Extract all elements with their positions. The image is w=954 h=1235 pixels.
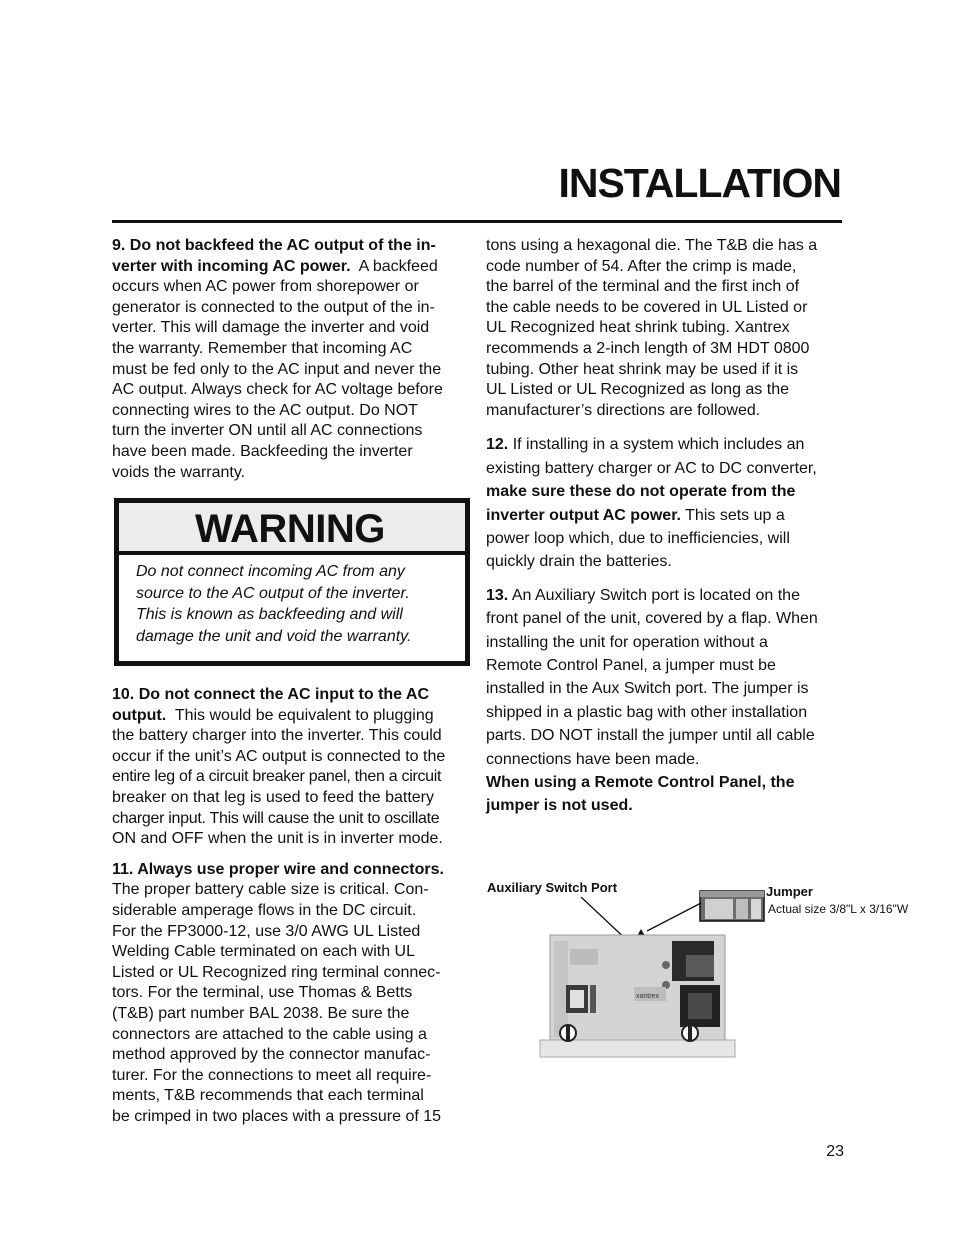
item-10-heading-line2: output. bbox=[112, 706, 167, 724]
warning-text bbox=[119, 555, 465, 647]
item-11-cont-text: UL Listed or UL Recognized as long as the bbox=[486, 381, 789, 399]
item-13-text: connections have been made. bbox=[486, 750, 700, 768]
item-13-text: installed in the Aux Switch port. The jumper is bbox=[486, 680, 809, 698]
item-12-bold: inverter output AC power. bbox=[486, 506, 681, 524]
jumper-image bbox=[700, 891, 764, 921]
warning-line: Do not connect incoming AC from any bbox=[136, 563, 405, 580]
item-13-text: parts. DO NOT install the jumper until all cable bbox=[486, 727, 815, 745]
item-11-text: For the FP3000-12, use 3/0 AWG UL Listed bbox=[112, 922, 421, 940]
warning-header bbox=[119, 503, 465, 555]
item-9-text: generator is connected to the output of the in- bbox=[112, 298, 435, 316]
item-11 bbox=[112, 860, 468, 1128]
item-12-number: 12. bbox=[486, 436, 509, 454]
item-12-text: This sets up a bbox=[685, 506, 785, 524]
item-11-text: ments, T&B recommends that each terminal bbox=[112, 1087, 424, 1105]
warning-line: This is known as backfeeding and will bbox=[136, 606, 403, 623]
item-10-heading-line1: 10. Do not connect the AC input to the AC bbox=[112, 686, 430, 703]
item-9-text: connecting wires to the AC output. Do NOT bbox=[112, 401, 418, 419]
item-10 bbox=[112, 685, 468, 850]
item-13-number: 13. bbox=[486, 586, 509, 604]
item-11-text: connectors are attached to the cable using a bbox=[112, 1025, 427, 1043]
jumper-label: Jumper bbox=[766, 884, 813, 899]
warning-line: source to the AC output of the inverter. bbox=[136, 584, 410, 602]
item-9 bbox=[112, 236, 468, 483]
header-rule bbox=[112, 220, 842, 223]
item-11-text: tors. For the terminal, use Thomas & Betts bbox=[112, 984, 413, 1002]
item-11-text: Listed or UL Recognized ring terminal connec- bbox=[112, 963, 441, 981]
item-13-text: installing the unit for operation without a bbox=[486, 633, 768, 651]
warning-heading: WARNING bbox=[195, 507, 385, 551]
item-9-text: voids the warranty. bbox=[112, 463, 246, 481]
inverter-unit bbox=[540, 935, 735, 1057]
item-9-text: the warranty. Remember that incoming AC bbox=[112, 339, 413, 357]
item-9-text: turn the inverter ON until all AC connections bbox=[112, 422, 423, 440]
item-11-cont-text: UL Recognized heat shrink tubing. Xantrex bbox=[486, 319, 790, 337]
item-9-heading-line1: 9. Do not backfeed the AC output of the in- bbox=[112, 237, 436, 254]
jumper-leader-line bbox=[647, 903, 701, 931]
item-11-cont-text: tons using a hexagonal die. The T&B die has a bbox=[486, 237, 818, 254]
item-9-text: occurs when AC power from shorepower or bbox=[112, 278, 419, 296]
item-12-text: If installing in a system which includes an bbox=[512, 436, 805, 454]
item-11-text: method approved by the connector manufac- bbox=[112, 1046, 431, 1064]
item-11-cont-text: manufacturer’s directions are followed. bbox=[486, 401, 761, 419]
item-12-text: existing battery charger or AC to DC converter, bbox=[486, 459, 817, 477]
item-11-text: (T&B) part number BAL 2038. Be sure the bbox=[112, 1004, 410, 1022]
left-column bbox=[112, 236, 468, 483]
warning-box bbox=[114, 498, 470, 666]
left-column-lower bbox=[112, 685, 468, 1127]
item-11-cont-text: the cable needs to be covered in UL Listed or bbox=[486, 298, 808, 316]
item-11-text: The proper battery cable size is critical. Con- bbox=[112, 881, 429, 899]
item-12-text: power loop which, due to inefficiencies, will bbox=[486, 529, 790, 547]
item-12-text: quickly drain the batteries. bbox=[486, 553, 672, 571]
item-10-text: ON and OFF when the unit is in inverter mode. bbox=[112, 830, 443, 848]
item-13-bold: When using a Remote Control Panel, the bbox=[486, 774, 795, 792]
item-9-text: must be fed only to the AC input and never the bbox=[112, 360, 442, 378]
item-10-text: entire leg of a circuit breaker panel, then a circuit bbox=[112, 768, 442, 786]
page-number: 23 bbox=[826, 1143, 844, 1160]
item-13-bold: jumper is not used. bbox=[486, 797, 633, 815]
item-11-text: turer. For the connections to meet all require- bbox=[112, 1066, 432, 1084]
item-12-bold: make sure these do not operate from the bbox=[486, 483, 796, 501]
item-11-heading: 11. Always use proper wire and connectors. bbox=[112, 860, 444, 878]
item-11-text: be crimped in two places with a pressure of 15 bbox=[112, 1107, 442, 1125]
jumper-size-label: Actual size 3/8"L x 3/16"W bbox=[768, 902, 909, 916]
item-13 bbox=[486, 584, 844, 818]
item-13-text: shipped in a plastic bag with other installation bbox=[486, 703, 808, 721]
item-10-text: breaker on that leg is used to feed the battery bbox=[112, 788, 434, 806]
item-9-text: AC output. Always check for AC voltage before bbox=[112, 381, 443, 399]
item-13-text: Remote Control Panel, a jumper must be bbox=[486, 657, 776, 674]
inverter-figure bbox=[530, 885, 770, 1065]
item-11-cont-text: the barrel of the terminal and the first inch of bbox=[486, 278, 800, 296]
item-11-text: siderable amperage flows in the DC circuit. bbox=[112, 901, 417, 919]
item-11-cont-text: code number of 54. After the crimp is made, bbox=[486, 257, 797, 275]
item-10-text: the battery charger into the inverter. This could bbox=[112, 727, 442, 745]
item-13-text: front panel of the unit, covered by a flap. When bbox=[486, 610, 818, 628]
item-9-text: A backfeed bbox=[358, 257, 438, 275]
item-9-heading-line2: verter with incoming AC power. bbox=[112, 257, 351, 275]
device-brand-label: xantrex bbox=[636, 993, 659, 1000]
aux-switch-port-label: Auxiliary Switch Port bbox=[487, 880, 618, 895]
item-9-text: have been made. Backfeeding the inverter bbox=[112, 442, 413, 460]
right-column bbox=[486, 236, 844, 818]
warning-line: damage the unit and void the warranty. bbox=[136, 627, 412, 645]
item-10-text: charger input. This will cause the unit to oscillate bbox=[112, 809, 440, 827]
item-12 bbox=[486, 433, 844, 573]
item-11-cont-text: tubing. Other heat shrink may be used if it is bbox=[486, 360, 799, 378]
item-9-text: verter. This will damage the inverter and void bbox=[112, 319, 430, 337]
item-10-text: occur if the unit’s AC output is connected to the bbox=[112, 747, 446, 765]
item-10-text: This would be equivalent to plugging bbox=[174, 706, 434, 724]
item-11-cont-text: recommends a 2-inch length of 3M HDT 0800 bbox=[486, 339, 810, 357]
page-title: INSTALLATION bbox=[558, 160, 841, 206]
item-13-text: An Auxiliary Switch port is located on the bbox=[511, 586, 800, 604]
item-11-continued bbox=[486, 236, 844, 421]
item-11-text: Welding Cable terminated on each with UL bbox=[112, 943, 415, 961]
